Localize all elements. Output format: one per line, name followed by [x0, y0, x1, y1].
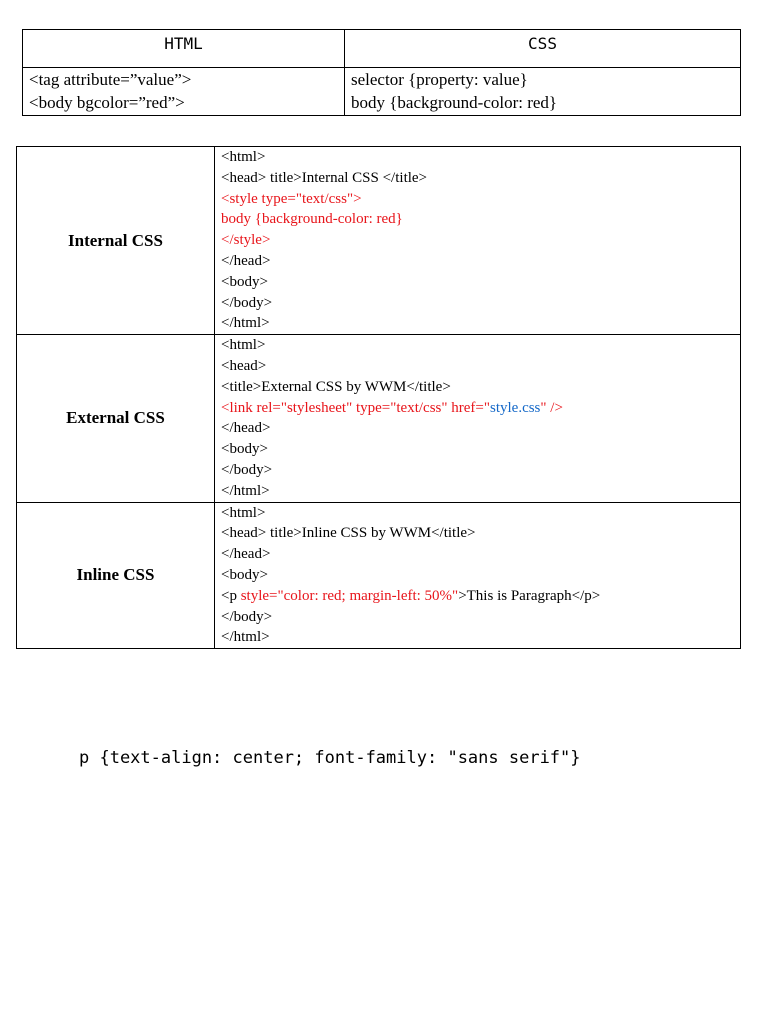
code-segment: <head> title>Inline CSS by WWM</title> — [221, 525, 476, 542]
code-segment: <style type="text/css"> — [221, 190, 362, 207]
method-label-inline: Inline CSS — [17, 502, 215, 649]
code-segment: <head> title>Internal CSS </title> — [221, 169, 428, 186]
code-segment: <p — [221, 587, 241, 604]
code-line — [221, 481, 740, 502]
html-css-comparison-table — [22, 29, 741, 116]
code-line — [221, 398, 740, 419]
code-segment: </body> — [221, 294, 273, 311]
method-label-internal: Internal CSS — [17, 147, 215, 335]
css-syntax-line: selector {property: value} — [351, 70, 528, 89]
code-line — [221, 251, 740, 272]
code-block-external — [215, 335, 741, 502]
code-line — [221, 189, 740, 210]
code-line — [221, 293, 740, 314]
code-line — [221, 313, 740, 334]
code-line — [221, 544, 740, 565]
method-row-internal — [17, 147, 741, 335]
code-line — [221, 335, 740, 356]
code-block-internal — [215, 147, 741, 335]
css-column-header: CSS — [345, 30, 741, 68]
code-line — [221, 523, 740, 544]
code-line — [221, 230, 740, 251]
code-segment: body {background-color: red} — [221, 211, 403, 228]
code-line — [221, 460, 740, 481]
code-line — [221, 377, 740, 398]
code-segment: <body> — [221, 273, 268, 290]
code-segment: <link rel="stylesheet" type="text/css" href=" — [221, 399, 490, 416]
html-syntax-line: <tag attribute=”value”> — [29, 70, 192, 89]
code-segment: <head> — [221, 357, 267, 374]
code-segment: </style> — [221, 232, 271, 249]
code-line — [221, 147, 740, 168]
code-segment: <body> — [221, 566, 268, 583]
code-line — [221, 418, 740, 439]
code-segment: </body> — [221, 461, 273, 478]
code-segment: style.css — [489, 399, 541, 416]
method-row-inline — [17, 502, 741, 649]
method-label-external: External CSS — [17, 335, 215, 502]
code-line — [221, 565, 740, 586]
code-line — [221, 627, 740, 648]
code-segment: <html> — [221, 149, 266, 165]
code-segment: </head> — [221, 546, 271, 563]
css-example-line: body {background-color: red} — [351, 93, 558, 112]
code-line — [221, 439, 740, 460]
code-segment: <body> — [221, 441, 268, 458]
code-line — [221, 209, 740, 230]
code-segment: <html> — [221, 504, 266, 521]
code-line — [221, 168, 740, 189]
code-segment: " /> — [540, 399, 563, 416]
code-line — [221, 272, 740, 293]
html-column-header: HTML — [23, 30, 345, 68]
code-segment: style="color: red; margin-left: 50%" — [240, 587, 459, 604]
code-segment: </body> — [221, 608, 273, 625]
code-segment: </html> — [221, 629, 270, 646]
code-segment: </html> — [221, 315, 270, 332]
html-example-line: <body bgcolor=”red”> — [29, 93, 185, 112]
css-syntax-cell — [345, 68, 741, 116]
css-rule-snippet: p {text-align: center; font-family: "sans serif"} — [79, 748, 581, 768]
code-block-inline — [215, 502, 741, 649]
code-line — [221, 586, 740, 607]
code-segment: </head> — [221, 420, 271, 437]
code-segment: </head> — [221, 252, 271, 269]
method-row-external — [17, 335, 741, 502]
comparison-body-row — [23, 68, 741, 116]
code-line — [221, 356, 740, 377]
comparison-header-row — [23, 30, 741, 68]
css-methods-table — [16, 146, 741, 649]
html-syntax-cell — [23, 68, 345, 116]
code-line — [221, 607, 740, 628]
code-segment: >This is Paragraph</p> — [458, 587, 601, 604]
code-segment: <title>External CSS by WWM</title> — [221, 378, 451, 395]
code-segment: </html> — [221, 482, 270, 499]
code-line — [221, 503, 740, 524]
code-segment: <html> — [221, 337, 266, 354]
